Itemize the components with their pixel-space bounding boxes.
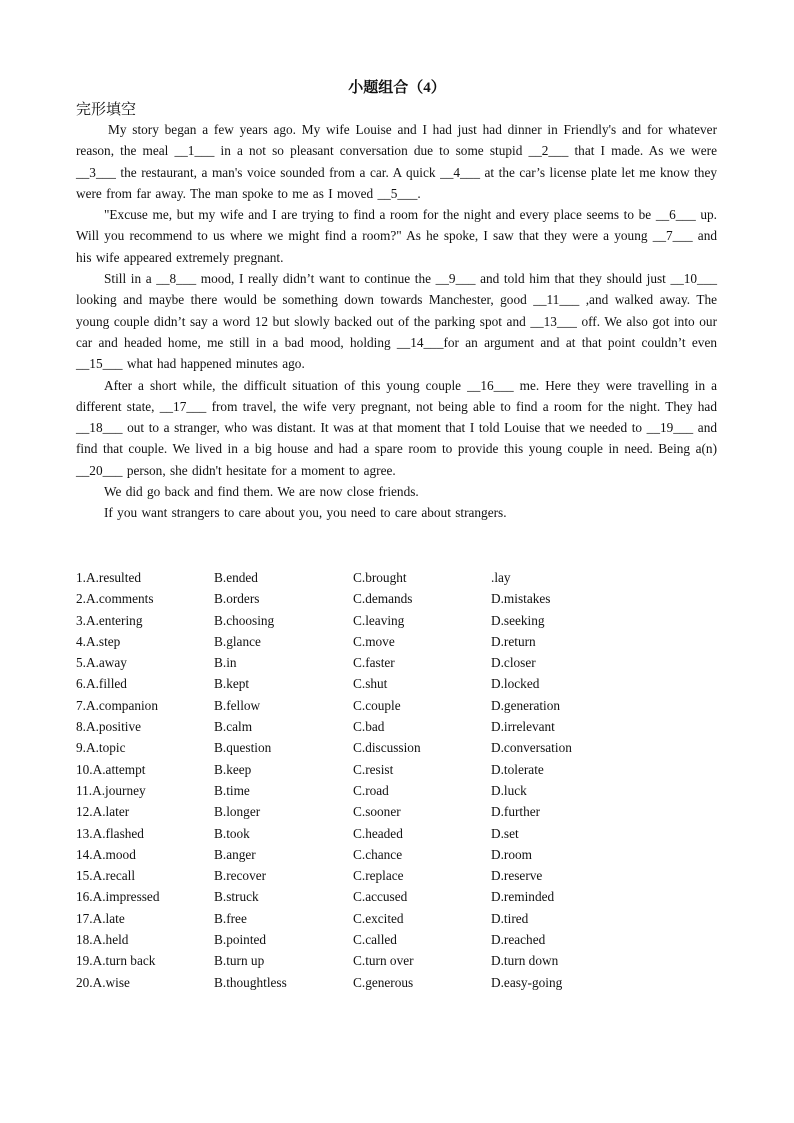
- option-row: [76, 929, 696, 950]
- option-choice: 13.A.flashed: [76, 825, 144, 841]
- option-choice: B.turn up: [214, 953, 265, 969]
- option-choice: 10.A.attempt: [76, 761, 146, 777]
- option-choice: C.resist: [353, 761, 394, 777]
- option-choice: C.generous: [353, 974, 414, 990]
- option-choice: C.called: [353, 932, 397, 948]
- option-choice: D.closer: [491, 655, 536, 671]
- option-choice: 4.A.step: [76, 633, 121, 649]
- option-choice: D.further: [491, 804, 541, 820]
- option-row: [76, 823, 696, 844]
- passage-paragraph: If you want strangers to care about you, you need to care about strangers.: [104, 505, 507, 521]
- option-choice: D.tired: [491, 910, 529, 926]
- option-choice: B.free: [214, 910, 247, 926]
- answer-options: [76, 567, 696, 993]
- option-choice: C.move: [353, 633, 395, 649]
- option-row: [76, 908, 696, 929]
- passage-paragraph: Still in a __8___ mood, I really didn’t want to continue the __9___ and told him that they should just __10___ looking and maybe there would be something down towards Manchester, good __11___ ,and walked away. The young couple didn’t say a word 12 but slowly backed out of the parking spot and __13___ off. We also got into our car and headed home, me still in a bad mood, holding __14___for an argument and at that point couldn’t even __15___ what had happened minutes ago.: [76, 271, 717, 372]
- option-choice: 7.A.companion: [76, 697, 158, 713]
- option-choice: 9.A.topic: [76, 740, 126, 756]
- option-choice: C.accused: [353, 889, 408, 905]
- option-choice: C.replace: [353, 868, 404, 884]
- option-choice: B.longer: [214, 804, 261, 820]
- option-choice: D.tolerate: [491, 761, 544, 777]
- option-choice: B.thoughtless: [214, 974, 287, 990]
- option-choice: D.easy-going: [491, 974, 563, 990]
- passage-paragraph: My story began a few years ago. My wife Louise and I had just had dinner in Friendly's and for whatever reason, the meal __1___ in a not so pleasant conversation due to some stupid __2___ that I made. As we were __3___ the restaurant, a man's voice sounded from a car. A quick __4___ at the car’s license plate let me know they were from far away. The man spoke to me as I moved __5___.: [76, 122, 717, 201]
- option-choice: D.turn down: [491, 953, 559, 969]
- option-choice: 8.A.positive: [76, 719, 142, 735]
- option-choice: 18.A.held: [76, 932, 129, 948]
- option-choice: B.keep: [214, 761, 252, 777]
- option-choice: 16.A.impressed: [76, 889, 160, 905]
- option-choice: D.conversation: [491, 740, 572, 756]
- option-choice: 1.A.resulted: [76, 570, 141, 585]
- option-choice: D.seeking: [491, 612, 545, 628]
- option-choice: 15.A.recall: [76, 868, 136, 884]
- option-row: [76, 610, 696, 631]
- option-choice: B.struck: [214, 889, 259, 905]
- option-choice: C.sooner: [353, 804, 401, 820]
- option-row: [76, 801, 696, 822]
- option-row: [76, 844, 696, 865]
- option-choice: C.discussion: [353, 740, 421, 756]
- option-choice: C.excited: [353, 910, 404, 926]
- option-row: [76, 588, 696, 609]
- option-choice: D.locked: [491, 676, 540, 692]
- passage-paragraph: "Excuse me, but my wife and I are trying to find a room for the night and every place seems to be __6___ up. Will you recommend to us where we might find a room?" As he spoke, I saw that they were a young __7___ and his wife appeared extremely pregnant.: [76, 207, 717, 265]
- option-choice: B.time: [214, 782, 250, 798]
- cloze-passage: [76, 119, 717, 524]
- option-row: [76, 716, 696, 737]
- option-choice: B.ended: [214, 570, 258, 585]
- option-choice: 14.A.mood: [76, 846, 136, 862]
- page-title: 小题组合（4）: [348, 80, 446, 96]
- option-choice: B.pointed: [214, 932, 267, 948]
- option-choice: D.reminded: [491, 889, 555, 905]
- option-choice: B.choosing: [214, 612, 275, 628]
- option-choice: 3.A.entering: [76, 612, 143, 628]
- option-choice: 5.A.away: [76, 655, 127, 671]
- option-choice: C.couple: [353, 697, 401, 713]
- option-choice: C.road: [353, 782, 389, 798]
- option-choice: B.calm: [214, 719, 253, 735]
- option-row: [76, 780, 696, 801]
- option-row: [76, 737, 696, 758]
- option-row: [76, 673, 696, 694]
- option-choice: D.generation: [491, 697, 561, 713]
- option-choice: C.headed: [353, 825, 403, 841]
- option-choice: B.question: [214, 740, 272, 756]
- passage-paragraph: After a short while, the difficult situation of this young couple __16___ me. Here they were travelling in a different state, __17___ from travel, the wife very pregnant, not being able to find a room for the night. They had __18___ out to a stranger, who was distant. It was at that moment that I told Louise that we needed to __19___ and find that couple. We lived in a big house and had a spare room to provide this young couple in need. Being a(n) __20___ person, she didn't hesitate for a moment to agree.: [76, 377, 717, 478]
- option-choice: 20.A.wise: [76, 974, 130, 990]
- option-choice: C.turn over: [353, 953, 414, 969]
- option-choice: D.mistakes: [491, 591, 551, 607]
- option-row: [76, 567, 696, 588]
- option-choice: D.reserve: [491, 868, 543, 884]
- option-choice: D.reached: [491, 932, 546, 948]
- passage-paragraph: We did go back and find them. We are now close friends.: [104, 484, 419, 500]
- option-row: [76, 759, 696, 780]
- option-choice: C.demands: [353, 591, 413, 607]
- option-choice: B.fellow: [214, 697, 261, 713]
- option-choice: B.in: [214, 655, 237, 671]
- option-row: [76, 972, 696, 993]
- section-heading: 完形填空: [76, 102, 137, 118]
- option-row: [76, 950, 696, 971]
- option-choice: D.irrelevant: [491, 719, 555, 735]
- option-row: [76, 695, 696, 716]
- option-choice: 2.A.comments: [76, 591, 154, 607]
- option-choice: B.orders: [214, 591, 260, 607]
- option-choice: C.leaving: [353, 612, 405, 628]
- option-choice: D.return: [491, 633, 536, 649]
- option-row: [76, 652, 696, 673]
- option-choice: C.shut: [353, 676, 388, 692]
- option-choice: C.faster: [353, 655, 395, 671]
- option-choice: B.recover: [214, 868, 267, 884]
- option-choice: 11.A.journey: [76, 782, 146, 798]
- option-choice: D.luck: [491, 782, 527, 798]
- option-choice: B.took: [214, 825, 250, 841]
- option-choice: .lay: [491, 570, 511, 585]
- option-choice: B.glance: [214, 633, 261, 649]
- option-choice: D.set: [491, 825, 519, 841]
- option-row: [76, 886, 696, 907]
- option-choice: C.chance: [353, 846, 403, 862]
- option-choice: C.brought: [353, 570, 407, 585]
- option-choice: 12.A.later: [76, 804, 130, 820]
- option-choice: 17.A.late: [76, 910, 125, 926]
- option-choice: 6.A.filled: [76, 676, 127, 692]
- option-choice: 19.A.turn back: [76, 953, 156, 969]
- option-row: [76, 865, 696, 886]
- option-choice: C.bad: [353, 719, 385, 735]
- option-row: [76, 631, 696, 652]
- option-choice: B.anger: [214, 846, 256, 862]
- option-choice: D.room: [491, 846, 532, 862]
- option-choice: B.kept: [214, 676, 250, 692]
